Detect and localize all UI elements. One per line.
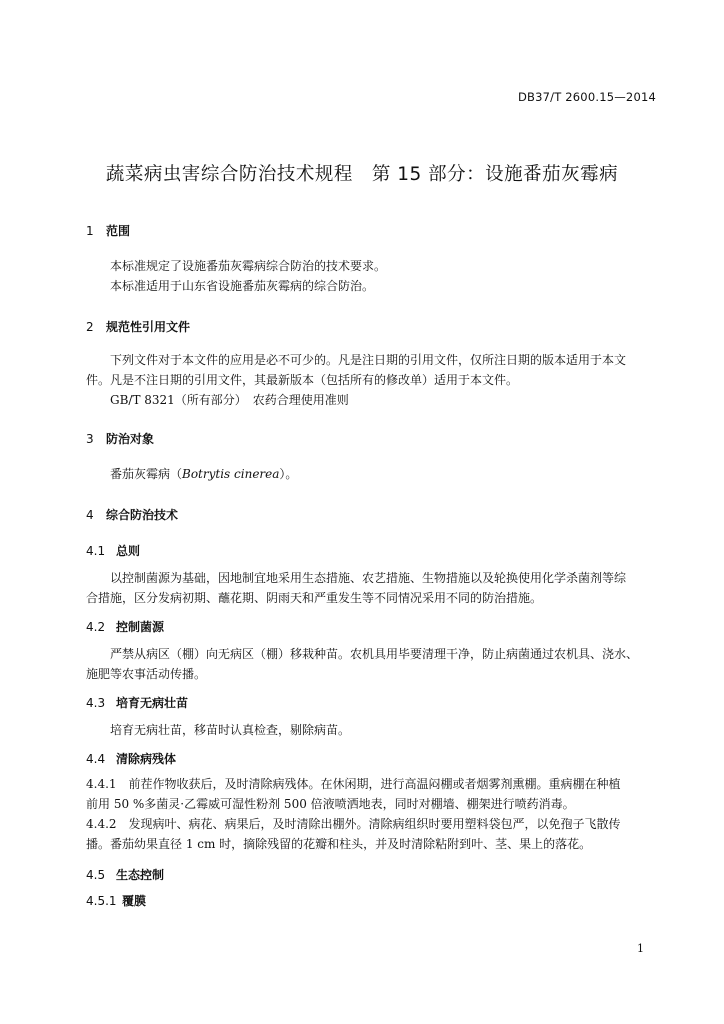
paragraph-line: 本标准规定了设施番茄灰霉病综合防治的技术要求。 [110,259,387,273]
section-number: 2 [86,320,94,334]
paragraph-line: 播。番茄幼果直径 1 cm 时，摘除残留的花瓣和柱头，并及时清除粘附到叶、茎、果上的落花。 [86,837,592,851]
paragraph-line: 以控制菌源为基础，因地制宜地采用生态措施、农艺措施、生物措施以及轮换使用化学杀菌剂等综 [110,571,627,585]
section-number: 4.3 [86,696,106,710]
reference-line: GB/T 8321（所有部分） 农药合理使用准则 [110,393,349,407]
section-4-4-1-body [86,774,656,814]
section-number: 4.4 [86,752,106,766]
section-number: 3 [86,432,94,446]
page-number: 1 [637,942,644,955]
paragraph-line: 本标准适用于山东省设施番茄灰霉病的综合防治。 [110,279,375,293]
section-2-body [86,350,656,410]
section-title: 培育无病壮苗 [116,696,189,710]
section-heading-4-2 [86,618,164,635]
section-title: 总则 [116,544,141,558]
section-title: 生态控制 [116,868,165,882]
section-heading-4-4 [86,750,176,767]
paragraph-line: 件。凡是不注日期的引用文件，其最新版本（包括所有的修改单）适用于本文件。 [86,373,519,387]
section-heading-4-3 [86,694,188,711]
paragraph-line: 前用 50 %多菌灵·乙霉威可湿性粉剂 500 倍液喷洒地表，同时对棚墙、棚架进行喷药消毒。 [86,797,575,811]
section-title: 综合防治技术 [106,508,179,522]
paragraph-line [86,464,656,484]
section-heading-1 [86,222,130,239]
paragraph-line: 合措施，区分发病初期、蘸花期、阴雨天和严重发生等不同情况采用不同的防治措施。 [86,591,543,605]
section-heading-4-1 [86,542,140,559]
section-heading-3 [86,430,154,447]
section-1-body [86,256,656,296]
section-title: 清除病残体 [116,752,177,766]
section-4-4-2-body [86,814,656,854]
section-3-body [86,464,656,484]
section-title: 范围 [106,224,131,238]
paragraph-line: 培育无病壮苗，移苗时认真检查，剔除病苗。 [110,723,351,737]
section-number: 4.5.1 [86,894,117,908]
section-number: 4 [86,508,94,522]
section-number: 1 [86,224,94,238]
section-title: 防治对象 [106,432,155,446]
paragraph-line: 施肥等农事活动传播。 [86,667,207,681]
section-4-3-body [86,720,656,740]
section-number: 4.2 [86,620,106,634]
section-4-1-body [86,568,656,608]
section-title: 规范性引用文件 [106,320,191,334]
standard-code: DB37/T 2600.15—2014 [517,90,656,104]
latin-name: Botrytis cinerea [182,467,280,481]
section-title: 覆膜 [122,894,147,908]
section-title: 控制菌源 [116,620,165,634]
section-heading-2 [86,318,190,335]
paragraph-line: 4.4.2 发现病叶、病花、病果后，及时清除出棚外。清除病组织时要用塑料袋包严，以免孢子飞散传 [86,817,621,831]
text-fragment: 番茄灰霉病（ [110,467,183,481]
document-title: 蔬菜病虫害综合防治技术规程 第 15 部分：设施番茄灰霉病 [105,164,619,185]
section-number: 4.1 [86,544,106,558]
section-number: 4.5 [86,868,106,882]
paragraph-line: 下列文件对于本文件的应用是必不可少的。凡是注日期的引用文件，仅所注日期的版本适用于本文 [110,353,627,367]
section-4-2-body [86,644,656,684]
paragraph-line: 4.4.1 前茬作物收获后，及时清除病残体。在休闲期，进行高温闷棚或者烟雾剂熏棚。重病棚在种植 [86,777,621,791]
paragraph-line: 严禁从病区（棚）向无病区（棚）移栽种苗。农机具用毕要清理干净，防止病菌通过农机具、浇水、 [110,647,639,661]
section-heading-4-5-1 [86,892,146,909]
text-fragment: ）。 [279,467,298,481]
section-heading-4 [86,506,178,523]
section-heading-4-5 [86,866,164,883]
